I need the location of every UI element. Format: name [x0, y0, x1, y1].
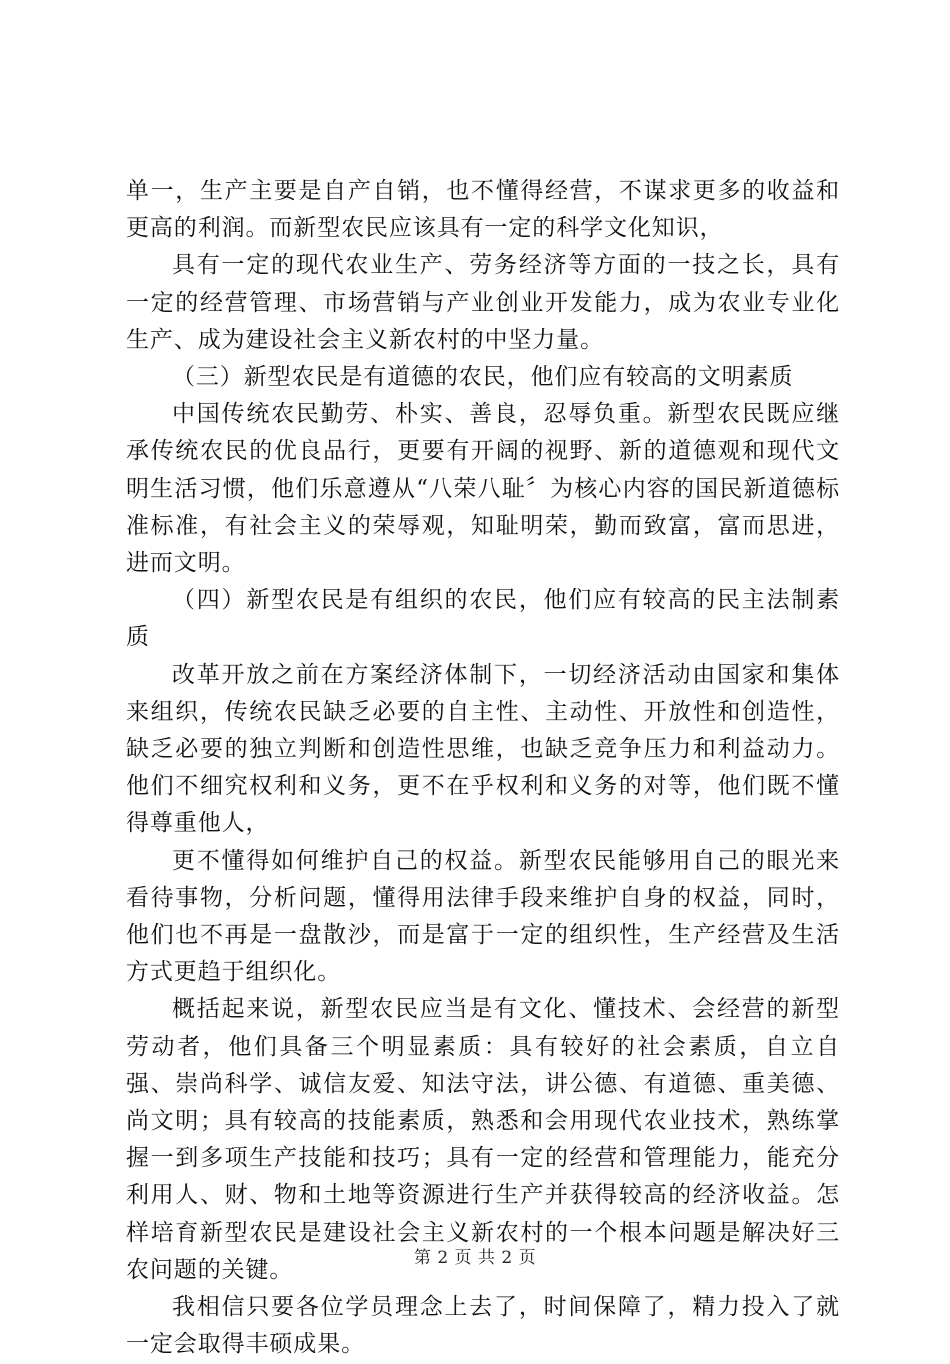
- paragraph: 改革开放之前在方案经济体制下，一切经济活动由国家和集体来组织，传统农民缺乏必要的自主性、主动性、开放性和创造性，缺乏必要的独立判断和创造性思维，也缺乏竞争压力和利益动力。他们不细究权利和义务，更不在乎权利和义务的对等，他们既不懂得尊重他人，: [126, 661, 840, 837]
- paragraph: 更不懂得如何维护自己的权益。新型农民能够用自己的眼光来看待事物，分析问题，懂得用法律手段来维护自身的权益，同时，他们也不再是一盘散沙，而是富于一定的组织性，生产经营及生活方式更趋于组织化。: [126, 847, 840, 986]
- paragraph: 我相信只要各位学员理念上去了，时间保障了，精力投入了就一定会取得丰硕成果。: [126, 1294, 840, 1358]
- paragraph-continuation: 单一，生产主要是自产自销，也不懂得经营，不谋求更多的收益和更高的利润。而新型农民应该具有一定的科学文化知识，: [126, 178, 840, 242]
- page-number-footer: 第 2 页 共 2 页: [413, 1248, 537, 1268]
- paragraph: 概括起来说，新型农民应当是有文化、懂技术、会经营的新型劳动者，他们具备三个明显素质：具有较好的社会素质，自立自强、崇尚科学、诚信友爱、知法守法，讲公德、有道德、重美德、尚文明；具有较高的技能素质，熟悉和会用现代农业技术，熟练掌握一到多项生产技能和技巧；具有一定的经营和管理能力，能充分利用人、财、物和土地等资源进行生产并获得较高的经济收益。怎样培育新型农民是建设社会主义新农村的一个根本问题是解决好三农问题的关键。: [126, 996, 840, 1283]
- paragraph: 中国传统农民勤劳、朴实、善良，忍辱负重。新型农民既应继承传统农民的优良品行，更要有开阔的视野、新的道德观和现代文明生活习惯，他们乐意遵从“八荣八耻〞为核心内容的国民新道德标准标准，有社会主义的荣辱观，知耻明荣，勤而致富，富而思进，进而文明。: [126, 401, 840, 577]
- paragraph: 具有一定的现代农业生产、劳务经济等方面的一技之长，具有一定的经营管理、市场营销与产业创业开发能力，成为农业专业化生产、成为建设社会主义新农村的中坚力量。: [126, 252, 840, 353]
- section-heading-four: （四）新型农民是有组织的农民，他们应有较高的民主法制素质: [126, 587, 840, 651]
- document-body: [126, 173, 840, 1364]
- section-heading-three: （三）新型农民是有道德的农民，他们应有较高的文明素质: [172, 364, 794, 391]
